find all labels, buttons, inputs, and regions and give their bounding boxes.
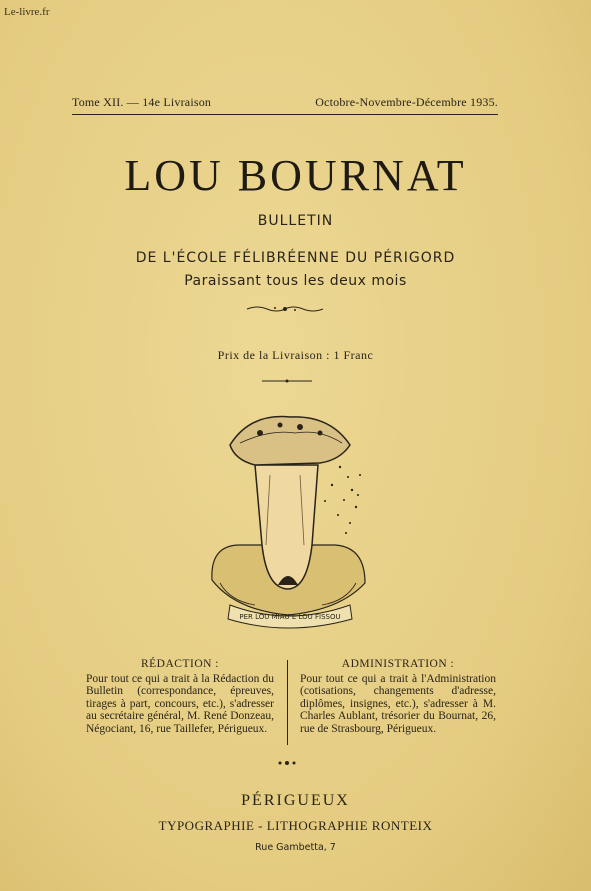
small-ornament-icon <box>276 760 298 766</box>
redaction-heading: RÉDACTION : <box>140 658 219 670</box>
flourish-ornament-icon <box>245 304 325 314</box>
printer-name: TYPOGRAPHIE - LITHOGRAPHIE RONTEIX <box>158 818 433 833</box>
issue-header <box>72 95 498 115</box>
publication-title: LOU BOURNAT <box>124 151 467 200</box>
subtitle-bulletin: BULLETIN <box>257 213 334 229</box>
subtitle-frequency: Paraissant tous les deux mois <box>184 273 407 289</box>
administration-column <box>300 658 496 735</box>
redaction-body: Pour tout ce qui a trait à la Rédaction du Bulletin (correspondance, épreuves, tirages à part, concours, etc.), s'adresser au secrétaire général, M. René Donzeau, Négociant, 16, rue Taillefer, Périgueux. <box>86 672 274 735</box>
watermark-text: Le-livre.fr <box>4 6 50 18</box>
publication-city: PÉRIGUEUX <box>241 792 350 809</box>
beehive-emblem-icon <box>200 405 375 630</box>
printer-address: Rue Gambetta, 7 <box>255 842 336 853</box>
column-divider <box>287 660 288 745</box>
redaction-column <box>86 658 274 735</box>
divider-rule <box>262 378 312 384</box>
volume-issue: Tome XII. — 14e Livraison <box>72 95 212 109</box>
emblem-banner-text: PER LOU MIAU E LOU FISSOU <box>239 613 341 621</box>
subtitle-school: DE L'ÉCOLE FÉLIBRÉENNE DU PÉRIGORD <box>135 250 456 266</box>
issue-price: Prix de la Livraison : 1 Franc <box>217 348 374 362</box>
administration-heading: ADMINISTRATION : <box>341 658 455 670</box>
administration-body: Pour tout ce qui a trait à l'Administration (cotisations, changements d'adresse, diplômes, insignes, etc.), s'adresser à M. Charles Aublant, trésorier du Bournat, 26, rue de Strasbourg, Périgueux. <box>300 672 496 735</box>
issue-date: Octobre-Novembre-Décembre 1935. <box>315 95 498 109</box>
